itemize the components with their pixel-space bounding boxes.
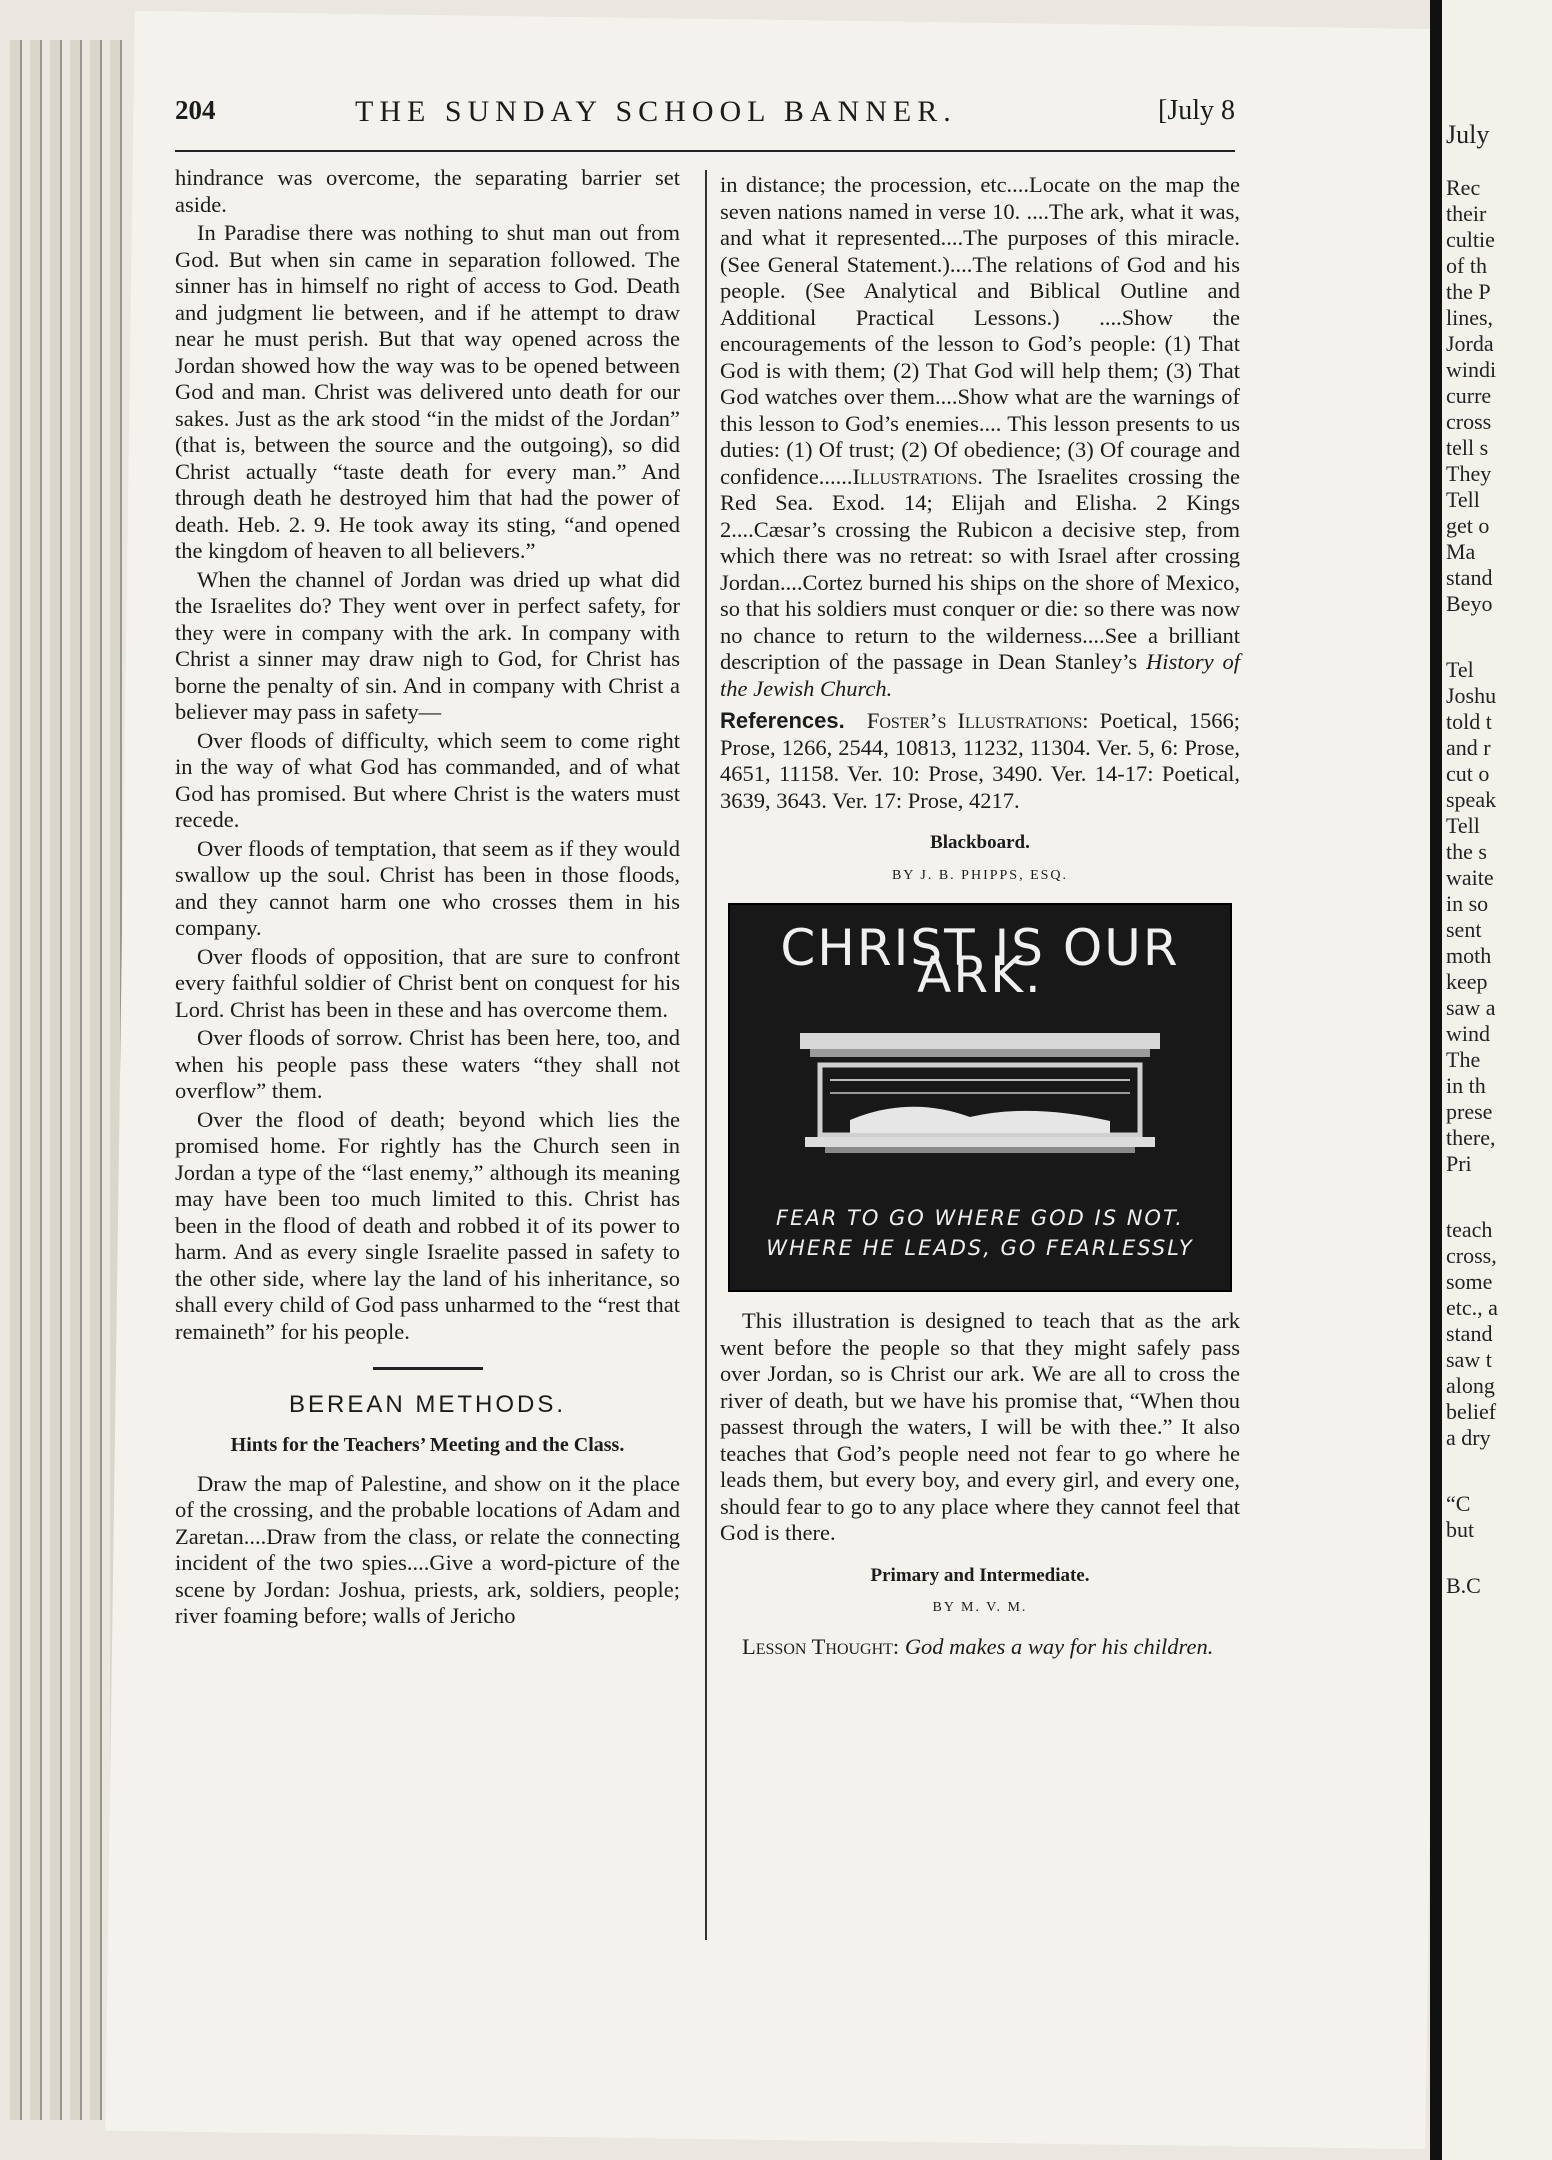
right-column [720,172,1240,1662]
page-edge [10,40,22,2120]
references-source: Foster’s Illustrations: [866,708,1089,733]
paragraph: Over floods of temptation, that seem as if they would swallow up the soul. Christ has been in those floods, and they cannot harm one who crosses them in his company. [175,835,680,940]
facing-page-line: Tell [1446,813,1480,838]
paragraph: Over floods of sorrow. Christ has been here, too, and when his people pass these waters “they shall not overflow” them. [175,1025,680,1103]
blackboard-title: CHRIST IS OUR ARK. [780,919,1180,1004]
facing-page-line: lines, [1446,305,1494,330]
page-edge [90,40,102,2120]
facing-page-line: and r [1446,735,1491,760]
blackboard-heading: Blackboard. [930,832,1030,853]
column-divider [705,170,707,1940]
references-paragraph [720,708,1240,814]
facing-page-line: waite [1446,865,1494,890]
blackboard-byline: BY J. B. PHIPPS, ESQ. [891,867,1069,883]
facing-page-line: Jorda [1446,331,1494,356]
facing-page-line: Rec [1446,175,1481,200]
primary-byline: BY M. V. M. [932,1600,1028,1615]
facing-page-edge [1442,0,1552,2160]
facing-page-line: but [1446,1517,1475,1542]
facing-page-line: sent [1446,917,1482,942]
paragraph: This illustration is designed to teach that as the ark went before the people so that they might safely pass over Jordan, so is Christ our ark. We are all to cross the river of death, but we have his promise that, “When thou passest through the waters, I will be with thee.” It also teaches that God’s people need not fear to go where he leads them, but every boy, and every girl, and every one, should fear to go to any place where they cannot feel that God is there. [720,1308,1240,1545]
facing-page-line: Beyo [1446,591,1493,616]
facing-page-line: windi [1446,357,1497,382]
facing-page-line: told t [1446,709,1492,734]
facing-page-line: in so [1446,891,1489,916]
facing-page-line: Tel [1446,657,1474,682]
paragraph: In Paradise there was nothing to shut man out from God. But when sin came in separation followed. The sinner has in himself no right of access to God. Death and judgment lie between, and if he attempt to draw near he must perish. But that way opened across the Jordan showed how the way was to be opened between God and man. Christ was delivered unto death for our sakes. Just as the ark stood “in the midst of the Jordan” (that is, between the source and the outgoing), so did Christ actually “taste death for every man.” And through death he destroyed him that had the power of death. Heb. 2. 9. He took away its sting, “and opened the kingdom of heaven to all believers.” [175,220,680,563]
facing-page-line: keep [1446,969,1488,994]
facing-page-line: saw t [1446,1347,1492,1372]
ark-drawing-icon [790,1025,1170,1175]
paragraph: hindrance was overcome, the separating barrier set aside. [175,165,680,217]
facing-page-line: speak [1446,787,1497,812]
paragraph: When the channel of Jordan was dried up what did the Israelites do? They went over in perfect safety, for they were in company with the ark. In company with Christ a sinner may draw nigh to God, for Christ has borne the penalty of sin. And in company with Christ a believer may pass in safety— [175,566,680,724]
facing-page-line: The [1446,1047,1481,1072]
left-column [175,165,680,1632]
facing-page-line: a dry [1446,1425,1491,1450]
facing-page-line: They [1446,461,1492,486]
facing-page-line: tell s [1446,435,1489,460]
lesson-thought-label: Lesson Thought: [742,1633,900,1659]
facing-page-line: the s [1446,839,1487,864]
facing-page-line: teach [1446,1217,1493,1242]
facing-page-line: Pri [1446,1151,1472,1176]
illustrations-book-title: History of the Jewish Church. [720,649,1240,701]
paragraph: Over floods of difficulty, which seem to come right in the way of what God has commanded, and of what God has promised. But where Christ is the waters must recede. [175,727,680,832]
facing-page-header: July [1446,120,1490,149]
facing-page-line: there, [1446,1125,1496,1150]
page-edge [70,40,82,2120]
facing-page-line: cross [1446,409,1492,434]
page-edge [50,40,62,2120]
paragraph: Over floods of opposition, that are sure to confront every faithful soldier of Christ bent on conquest for his Lord. Christ has been in these and has overcome them. [175,943,680,1022]
lesson-thought-text: God makes a way for his children. [904,1633,1214,1659]
facing-page-line: curre [1446,383,1492,408]
facing-page-line: belief [1446,1399,1497,1424]
facing-page-line: saw a [1446,995,1496,1020]
methods-continued-text: in distance; the procession, etc....Locate on the map the seven nations named in verse 10. ....The ark, what it was, and what it represented....The purposes of this miracle. (See General Statement.)....The relations of God and his people. (See Analytical and Biblical Outline and Additional Practical Lessons.) ....Show the encouragements of the lesson to God’s people: (1) That God is with them; (2) That God will help them; (3) That God watches over them....Show what are the warnings of this lesson to God’s enemies.... This lesson presents to us duties: (1) Of trust; (2) Of obedience; (3) Of courage and confidence...... [720,172,1240,489]
facing-page-line: cultie [1446,227,1495,252]
facing-page-line: some [1446,1269,1493,1294]
references-label: References. [720,708,845,733]
page-edge [30,40,42,2120]
illustrations-text: The Israelites crossing the Red Sea. Exod. 14; Elijah and Elisha. 2 Kings 2....Cæsar’s crossing the Rubicon a decisive step, from which there was no retreat: so with Israel after crossing Jordan....Cortez burned his ships on the shore of Mexico, so that his soldiers must conquer or die: so there was now no chance to return to the wilderness....See a brilliant description of the passage in Dean Stanley’s [720,463,1240,674]
issue-date: [July 8 [1158,95,1235,126]
primary-heading: Primary and Intermediate. [870,1564,1090,1586]
references-text: Poetical, 1566; Prose, 1266, 2544, 10813, 11232, 11304. Ver. 5, 6: Prose, 4651, 11158. Ver. 10: Prose, 3490. Ver. 14-17: Poetical, 3639, 3643. Ver. 17: Prose, 4217. [720,708,1240,813]
paragraph: Over the flood of death; beyond which lies the promised home. For rightly has the Church seen in Jordan a type of the “last enemy,” although its meaning may have been too much limited to this. Christ has been in the flood of death and robbed it of its power to harm. And as every single Israelite passed in safety to the other side, where lay the land of his inheritance, so shall every child of God pass unharmed to the “rest that remaineth” for his people. [175,1106,680,1344]
blackboard-illustration [728,903,1232,1292]
berean-methods-subtitle: Hints for the Teachers’ Meeting and the Class. [230,1433,625,1456]
facing-page-line: moth [1446,943,1492,968]
facing-page-line: cut o [1446,761,1490,786]
facing-page-line: along [1446,1373,1495,1398]
page-header [175,95,1235,145]
facing-page-line: wind [1446,1021,1490,1046]
facing-page-line: Tell [1446,487,1480,512]
facing-page-line: prese [1446,1099,1493,1124]
facing-page-line: etc., a [1446,1295,1498,1320]
header-rule [175,150,1235,152]
paragraph: Draw the map of Palestine, and show on it the place of the crossing, and the probable locations of Adam and Zaretan....Draw from the class, or relate the connecting incident of the two spies....Give a word-picture of the scene by Jordan: Joshua, priests, ark, soldiers, people; river foaming before; walls of Jericho [175,1470,680,1628]
facing-page-line: cross, [1446,1243,1497,1268]
facing-page-line: in th [1446,1073,1486,1098]
facing-page-line: stand [1446,565,1493,590]
facing-page-line: “C [1446,1491,1471,1516]
journal-title: THE SUNDAY SCHOOL BANNER. [355,95,957,128]
blackboard-motto-line: WHERE HE LEADS, GO FEARLESSLY [766,1236,1194,1260]
page-number: 204 [175,95,216,125]
facing-page-line: Ma [1446,539,1476,564]
facing-page-line: the P [1446,279,1491,304]
paragraph [720,172,1240,702]
facing-page-line: their [1446,201,1487,226]
facing-page-line: stand [1446,1321,1493,1346]
facing-page-line: get o [1446,513,1490,538]
lesson-thought [720,1634,1240,1661]
blackboard-motto-line: FEAR TO GO WHERE GOD IS NOT. [776,1206,1184,1230]
berean-methods-title: BEREAN METHODS. [288,1391,567,1418]
section-divider [373,1367,483,1370]
book-gutter [1430,0,1442,2160]
facing-page-line: B.C [1446,1573,1481,1598]
illustrations-label: Illustrations. [852,463,983,489]
facing-page-line: Joshu [1446,683,1497,708]
facing-page-line: of th [1446,253,1487,278]
